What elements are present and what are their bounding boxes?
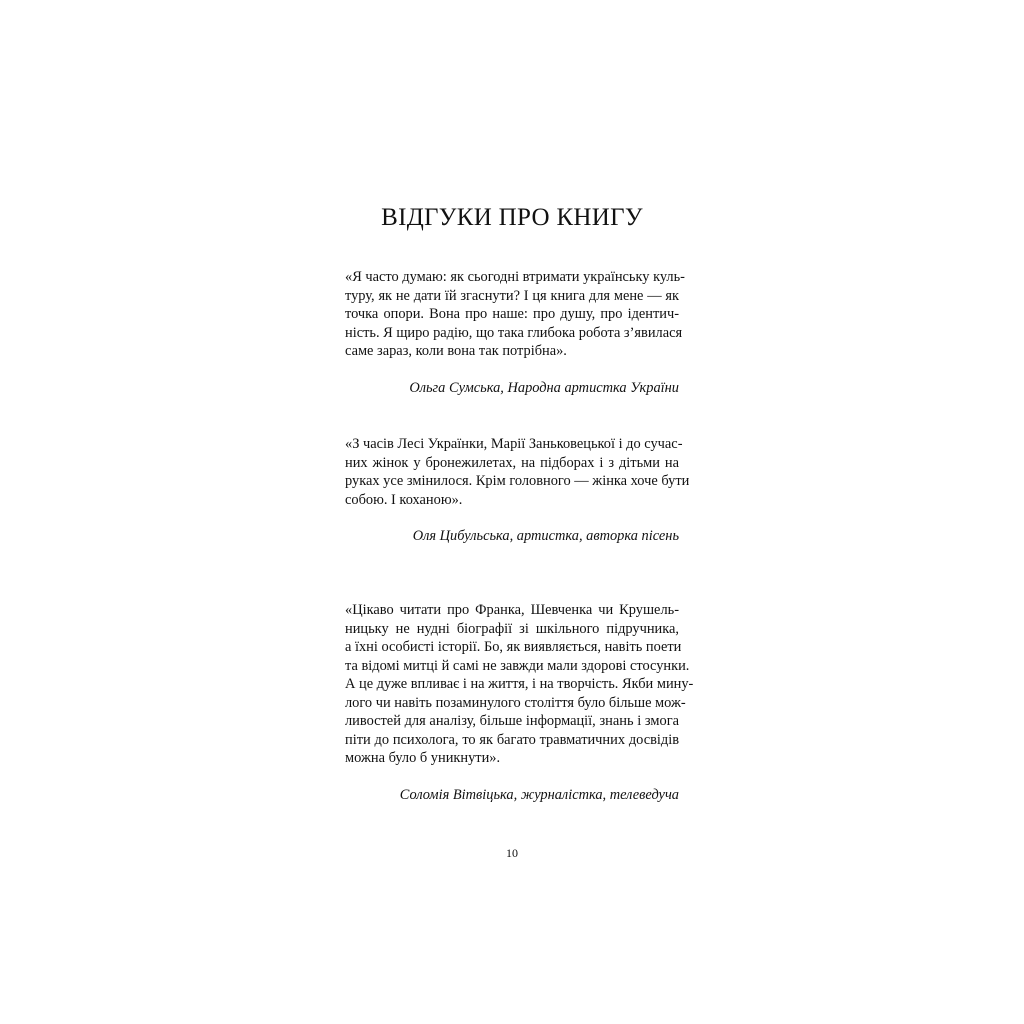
quote-line: піти до психолога, то як багато травматичних досвідів (345, 731, 679, 748)
quote-line: та відомі митці й самі не завжди мали здорові стосунки. (345, 657, 690, 674)
review-quote (345, 601, 694, 768)
review-author: Оля Цибульська, артистка, авторка пісень (412, 528, 679, 544)
quote-line: них жінок у бронежилетах, на підборах і з дітьми на (345, 454, 679, 471)
quote-line: собою. І коханою». (345, 491, 463, 508)
review-author: Соломія Вітвіцька, журналістка, телеведуча (399, 786, 679, 803)
quote-line: туру, як не дати їй згаснути? І ця книга для мене — як (345, 287, 679, 304)
review-block (345, 435, 690, 546)
review-author: Ольга Сумська, Народна артистка України (409, 379, 679, 396)
quote-line: «Цікаво читати про Франка, Шевченка чи Крушель- (345, 602, 679, 618)
quote-line: точка опори. Вона про наше: про душу, про ідентич- (345, 306, 679, 322)
page-title: ВІДГУКИ ПРО КНИГУ (381, 204, 643, 231)
quote-line: ницьку не нудні біографії зі шкільного підручника, (345, 620, 679, 637)
review-block (345, 268, 685, 397)
quote-line: руках усе змінилося. Крім головного — жінка хоче бути (345, 473, 690, 489)
quote-line: можна було б уникнути». (345, 750, 501, 766)
page-number: 10 (506, 846, 518, 860)
quote-line: саме зараз, коли вона так потрібна». (345, 343, 567, 359)
quote-line: лого чи навіть позаминулого століття було більше мож- (345, 694, 686, 711)
quote-line: «Я часто думаю: як сьогодні втримати українську куль- (345, 269, 685, 285)
quote-line: а їхні особисті історії. Бо, як виявляється, навіть поети (345, 639, 682, 655)
review-quote (345, 435, 690, 509)
quote-line: ність. Я щиро радію, що така глибока робота з’явилася (345, 324, 683, 341)
quote-line: ливостей для аналізу, більше інформації, знань і змога (345, 713, 679, 729)
review-quote (345, 268, 685, 361)
review-block (345, 601, 694, 804)
quote-line: «З часів Лесі Українки, Марії Заньковецької і до сучас- (345, 436, 683, 452)
quote-line: А це дуже впливає і на життя, і на творчість. Якби мину- (345, 676, 694, 692)
